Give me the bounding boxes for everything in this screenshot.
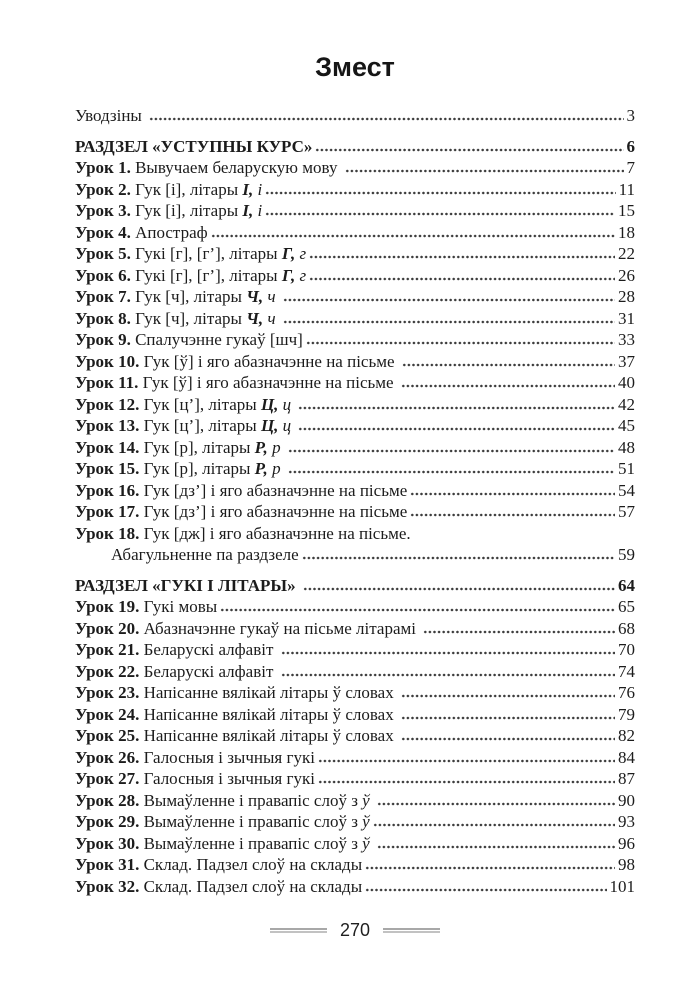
- toc-entry-text: Абазначэнне гукаў на пісьме літарамі: [139, 618, 421, 638]
- toc-entry-row: [75, 833, 635, 855]
- toc-entry-row: [75, 544, 635, 566]
- page-title: Змест: [315, 52, 395, 82]
- toc-entry-letter-bold: Ц,: [260, 394, 279, 414]
- toc-entry-letter-bold: Ч,: [246, 287, 264, 306]
- dot-leader: [401, 716, 615, 720]
- toc-entry-letter: ц: [278, 416, 296, 435]
- toc-entry-row: [75, 661, 635, 683]
- toc-entry-page: 93: [618, 812, 635, 831]
- dot-leader: [220, 608, 615, 612]
- toc-entry-letter-bold: І,: [242, 179, 254, 199]
- toc-entry-label: [75, 243, 306, 265]
- toc-entry-label: [75, 523, 411, 545]
- toc-entry-label: [75, 351, 399, 373]
- toc-entry-row: [75, 265, 635, 287]
- toc-entry-page: 48: [618, 437, 635, 457]
- toc-entry-row: [75, 790, 635, 812]
- dot-leader: [306, 341, 615, 345]
- toc-entry-text: Гукі [г], [г’], літары: [130, 265, 282, 285]
- toc-entry-label: [75, 790, 374, 812]
- dot-leader: [410, 513, 615, 517]
- toc-entry-row: [75, 243, 635, 265]
- dot-leader: [423, 630, 615, 634]
- toc-entry-label: [75, 661, 278, 683]
- toc-entry-label: [75, 329, 303, 351]
- toc-entry-text: Гук [дж] і яго абазначэнне на пісьме.: [139, 523, 411, 543]
- toc-entry-row: [75, 768, 635, 790]
- toc-entry-text: Гук [ў] і яго абазначэнне на пісьме: [139, 351, 399, 371]
- dot-leader: [401, 384, 615, 388]
- dot-leader: [288, 449, 615, 453]
- toc-entry-number: Урок 7.: [75, 287, 131, 306]
- toc-entry-letter: ч: [263, 308, 280, 328]
- toc-entry-text: Уводзіны: [75, 106, 147, 125]
- toc-entry-number: Урок 15.: [75, 459, 140, 478]
- toc-entry-page: 42: [618, 394, 635, 414]
- toc-entry-number: Урок 13.: [75, 416, 140, 435]
- toc-entry-letter-bold: Г,: [281, 244, 296, 263]
- toc-entry-letter: ў: [362, 790, 374, 810]
- toc-entry-number: Урок 1.: [75, 158, 131, 177]
- toc-entry-text: Напісанне вялікай літары ў словах: [139, 683, 398, 702]
- toc-entry-row: [75, 308, 635, 330]
- toc-entry-text: Гук [р], літары: [139, 459, 255, 478]
- dot-leader: [345, 169, 624, 173]
- toc-entry-letter-bold: І,: [242, 201, 254, 220]
- toc-entry-label: [75, 372, 398, 394]
- toc-entry-text: Гук [ц’], літары: [139, 394, 261, 414]
- dot-leader: [149, 117, 623, 121]
- toc-entry-label: [75, 704, 398, 726]
- toc-entry-text: Гукі [г], [г’], літары: [130, 244, 282, 263]
- toc-entry-letter: і: [253, 179, 263, 199]
- toc-entry-number: РАЗДЗЕЛ «УСТУПНЫ КУРС»: [75, 136, 313, 156]
- toc-entry-label: [75, 157, 342, 179]
- toc-entry-page: 84: [618, 747, 635, 767]
- toc-entry-number: Урок 25.: [75, 726, 140, 745]
- toc-entry-label: [75, 105, 146, 127]
- toc-entry-label: [75, 265, 306, 287]
- toc-entry-row: [75, 876, 635, 898]
- toc-entry-page: 76: [618, 683, 635, 702]
- toc-entry-number: Урок 19.: [75, 597, 140, 616]
- toc-entry-page: 22: [618, 244, 635, 263]
- toc-entry-letter: р: [267, 459, 285, 478]
- toc-entry-page: 26: [618, 265, 635, 285]
- toc-entry-row: [75, 704, 635, 726]
- toc-entry-page: 96: [618, 833, 635, 853]
- toc-entry-label: [75, 854, 362, 876]
- footer-rule-right: [383, 928, 440, 933]
- toc-entry-text: Гук [ч], літары: [130, 287, 247, 306]
- toc-entry-page: 28: [618, 287, 635, 306]
- dot-leader: [373, 823, 615, 827]
- toc-entry-number: Урок 30.: [75, 833, 140, 853]
- toc-entry-text: Склад. Падзел слоў на склады: [139, 876, 363, 896]
- dot-leader: [365, 888, 606, 892]
- toc-entry-text: Вымаўленне і правапіс слоў з: [139, 790, 363, 810]
- toc-entry-text: Гук [ч], літары: [130, 308, 247, 328]
- dot-leader: [302, 556, 615, 560]
- toc-entry-page: 15: [618, 201, 635, 220]
- toc-entry-number: Урок 26.: [75, 747, 140, 767]
- toc-entry-number: Урок 14.: [75, 437, 140, 457]
- toc-entry-letter-bold: Р,: [254, 459, 268, 478]
- toc-entry-row: [75, 415, 635, 437]
- dot-leader: [298, 406, 615, 410]
- toc-entry-letter: ц: [278, 394, 296, 414]
- toc-entry-label: [75, 458, 285, 480]
- toc-entry-text: Гукі мовы: [139, 597, 218, 616]
- toc-entry-page: 57: [618, 502, 635, 521]
- toc-entry-number: Урок 31.: [75, 855, 140, 874]
- toc-entry-row: [75, 811, 635, 833]
- toc-list: [75, 105, 635, 897]
- toc-entry-letter-bold: Ц,: [260, 416, 279, 435]
- toc-entry-number: Урок 27.: [75, 769, 140, 788]
- toc-entry-row: [75, 458, 635, 480]
- toc-entry-row: [75, 437, 635, 459]
- toc-entry-letter: г: [295, 244, 307, 263]
- toc-entry-page: 70: [618, 640, 635, 659]
- toc-entry-label: [75, 179, 262, 201]
- toc-entry-row: [75, 480, 635, 502]
- toc-entry-page: 6: [626, 136, 635, 156]
- toc-entry-page: 3: [626, 106, 635, 125]
- toc-entry-row: [75, 105, 635, 127]
- toc-entry-row: [75, 725, 635, 747]
- toc-entry-page: 65: [618, 597, 635, 616]
- dot-leader: [283, 298, 615, 302]
- toc-entry-text: Галосныя і зычныя гукі: [139, 747, 315, 767]
- toc-entry-text: Беларускі алфавіт: [139, 661, 278, 681]
- toc-entry-number: Урок 2.: [75, 179, 131, 199]
- dot-leader: [265, 191, 615, 195]
- toc-entry-label: [75, 394, 295, 416]
- toc-entry-letter: г: [295, 265, 307, 285]
- toc-entry-label: [75, 682, 398, 704]
- toc-entry-text: Вымаўленне і правапіс слоў з: [139, 833, 363, 853]
- toc-entry-number: Урок 8.: [75, 308, 131, 328]
- dot-leader: [377, 845, 615, 849]
- toc-entry-label: [75, 618, 420, 640]
- toc-entry-number: Урок 21.: [75, 640, 140, 659]
- toc-entry-text: Беларускі алфавіт: [139, 640, 278, 659]
- dot-leader: [315, 148, 623, 152]
- toc-entry-text: Гук [і], літары: [130, 201, 243, 220]
- toc-entry-number: Урок 17.: [75, 502, 140, 521]
- toc-entry-page: 87: [618, 769, 635, 788]
- page-footer: [75, 920, 635, 941]
- toc-entry-page: 90: [618, 790, 635, 810]
- dot-leader: [402, 363, 615, 367]
- toc-entry-letter: ў: [362, 833, 374, 853]
- toc-entry-page: 11: [618, 179, 635, 199]
- dot-leader: [365, 866, 615, 870]
- toc-entry-text: Вымаўленне і правапіс слоў з: [139, 812, 363, 831]
- toc-entry-number: РАЗДЗЕЛ «ГУКІ І ЛІТАРЫ»: [75, 575, 300, 595]
- toc-entry-label: [75, 876, 362, 898]
- dot-leader: [281, 673, 615, 677]
- toc-entry-letter-bold: Г,: [281, 265, 296, 285]
- toc-entry-row: [75, 596, 635, 618]
- toc-entry-row: [75, 200, 635, 222]
- toc-entry-page: 68: [618, 618, 635, 638]
- toc-entry-row: [75, 639, 635, 661]
- toc-entry-number: Урок 18.: [75, 523, 140, 543]
- toc-entry-label: [75, 596, 217, 618]
- dot-leader: [211, 234, 615, 238]
- toc-entry-letter: і: [253, 201, 263, 220]
- toc-entry-row: [75, 523, 635, 545]
- dot-leader: [298, 427, 615, 431]
- dot-leader: [309, 255, 615, 259]
- toc-entry-page: 74: [618, 661, 635, 681]
- toc-entry-number: Урок 16.: [75, 480, 140, 500]
- toc-entry-label: [75, 222, 208, 244]
- toc-entry-page: 40: [618, 373, 635, 392]
- toc-entry-number: Урок 24.: [75, 704, 140, 724]
- toc-entry-row: [75, 329, 635, 351]
- toc-entry-text: Вывучаем беларускую мову: [130, 158, 342, 177]
- toc-entry-page: 59: [618, 545, 635, 564]
- toc-entry-label: [75, 501, 407, 523]
- toc-entry-row: [75, 394, 635, 416]
- toc-entry-label: [75, 200, 262, 222]
- dot-leader: [288, 470, 615, 474]
- dot-leader: [401, 694, 615, 698]
- toc-entry-number: Урок 23.: [75, 683, 140, 702]
- toc-entry-text: Гук [ў] і яго абазначэнне на пісьме: [138, 373, 398, 392]
- toc-entry-text: Гук [дз’] і яго абазначэнне на пісьме: [139, 480, 408, 500]
- toc-entry-label: [75, 725, 398, 747]
- toc-entry-row: [75, 747, 635, 769]
- toc-entry-page: 31: [618, 308, 635, 328]
- toc-entry-text: Абагульненне па раздзеле: [111, 545, 299, 564]
- toc-section-row: [75, 136, 635, 158]
- toc-entry-text: Апостраф: [130, 222, 208, 242]
- dot-leader: [281, 651, 615, 655]
- toc-entry-number: Урок 9.: [75, 330, 131, 349]
- toc-entry-label: [75, 480, 407, 502]
- toc-entry-number: Урок 22.: [75, 661, 140, 681]
- toc-entry-label: [75, 811, 370, 833]
- toc-entry-page: 51: [618, 459, 635, 478]
- toc-entry-text: Напісанне вялікай літары ў словах: [139, 726, 398, 745]
- dot-leader: [377, 802, 615, 806]
- dot-leader: [401, 737, 615, 741]
- toc-entry-row: [75, 618, 635, 640]
- toc-entry-label: [75, 747, 315, 769]
- toc-entry-row: [75, 501, 635, 523]
- toc-entry-row: [75, 157, 635, 179]
- toc-entry-page: 79: [618, 704, 635, 724]
- dot-leader: [309, 277, 615, 281]
- dot-leader: [303, 587, 615, 591]
- toc-entry-text: Гук [ц’], літары: [139, 416, 261, 435]
- toc-entry-label: [75, 415, 295, 437]
- toc-entry-label: [75, 437, 285, 459]
- toc-entry-page: 33: [618, 330, 635, 349]
- toc-entry-text: Склад. Падзел слоў на склады: [139, 855, 363, 874]
- toc-entry-label: [75, 136, 312, 158]
- dot-leader: [318, 780, 615, 784]
- toc-entry-label: [75, 308, 280, 330]
- toc-entry-number: Урок 10.: [75, 351, 140, 371]
- toc-entry-page: 64: [618, 575, 635, 595]
- toc-entry-page: 18: [618, 222, 635, 242]
- toc-entry-page: 101: [609, 876, 635, 896]
- toc-entry-row: [75, 222, 635, 244]
- toc-entry-text: Спалучэнне гукаў [шч]: [130, 330, 303, 349]
- toc-entry-letter: ч: [263, 287, 280, 306]
- dot-leader: [410, 492, 615, 496]
- toc-entry-row: [75, 179, 635, 201]
- toc-entry-number: Урок 5.: [75, 244, 131, 263]
- toc-entry-label: [75, 768, 315, 790]
- page-number: 270: [339, 920, 371, 940]
- toc-entry-page: 37: [618, 351, 635, 371]
- toc-entry-text: Гук [дз’] і яго абазначэнне на пісьме: [139, 502, 408, 521]
- footer-rule-left: [270, 928, 327, 933]
- toc-entry-label: [111, 544, 299, 566]
- toc-entry-label: [75, 639, 278, 661]
- dot-leader: [318, 759, 615, 763]
- toc-entry-number: Урок 6.: [75, 265, 131, 285]
- toc-entry-label: [75, 286, 280, 308]
- toc-entry-letter-bold: Ч,: [246, 308, 264, 328]
- toc-entry-text: Гук [і], літары: [130, 179, 243, 199]
- toc-entry-label: [75, 575, 300, 597]
- toc-entry-number: Урок 29.: [75, 812, 140, 831]
- toc-entry-text: Напісанне вялікай літары ў словах: [139, 704, 398, 724]
- dot-leader: [283, 320, 615, 324]
- toc-entry-row: [75, 351, 635, 373]
- toc-entry-number: Урок 12.: [75, 394, 140, 414]
- toc-entry-row: [75, 854, 635, 876]
- toc-entry-row: [75, 286, 635, 308]
- toc-entry-page: 54: [618, 480, 635, 500]
- toc-entry-page: 82: [618, 726, 635, 745]
- toc-entry-page: 98: [618, 855, 635, 874]
- toc-entry-number: Урок 28.: [75, 790, 140, 810]
- toc-entry-letter-bold: Р,: [254, 437, 268, 457]
- dot-leader: [265, 212, 615, 216]
- toc-entry-number: Урок 4.: [75, 222, 131, 242]
- toc-entry-text: Галосныя і зычныя гукі: [139, 769, 315, 788]
- toc-entry-text: Гук [р], літары: [139, 437, 255, 457]
- toc-entry-letter: р: [267, 437, 285, 457]
- toc-entry-number: Урок 3.: [75, 201, 131, 220]
- toc-section-row: [75, 575, 635, 597]
- toc-entry-label: [75, 833, 374, 855]
- toc-entry-number: Урок 20.: [75, 618, 140, 638]
- toc-entry-number: Урок 11.: [75, 373, 139, 392]
- toc-entry-page: 45: [618, 416, 635, 435]
- toc-entry-page: 7: [626, 158, 635, 177]
- toc-entry-letter: ў: [362, 812, 370, 831]
- toc-entry-number: Урок 32.: [75, 876, 140, 896]
- toc-entry-row: [75, 682, 635, 704]
- toc-entry-row: [75, 372, 635, 394]
